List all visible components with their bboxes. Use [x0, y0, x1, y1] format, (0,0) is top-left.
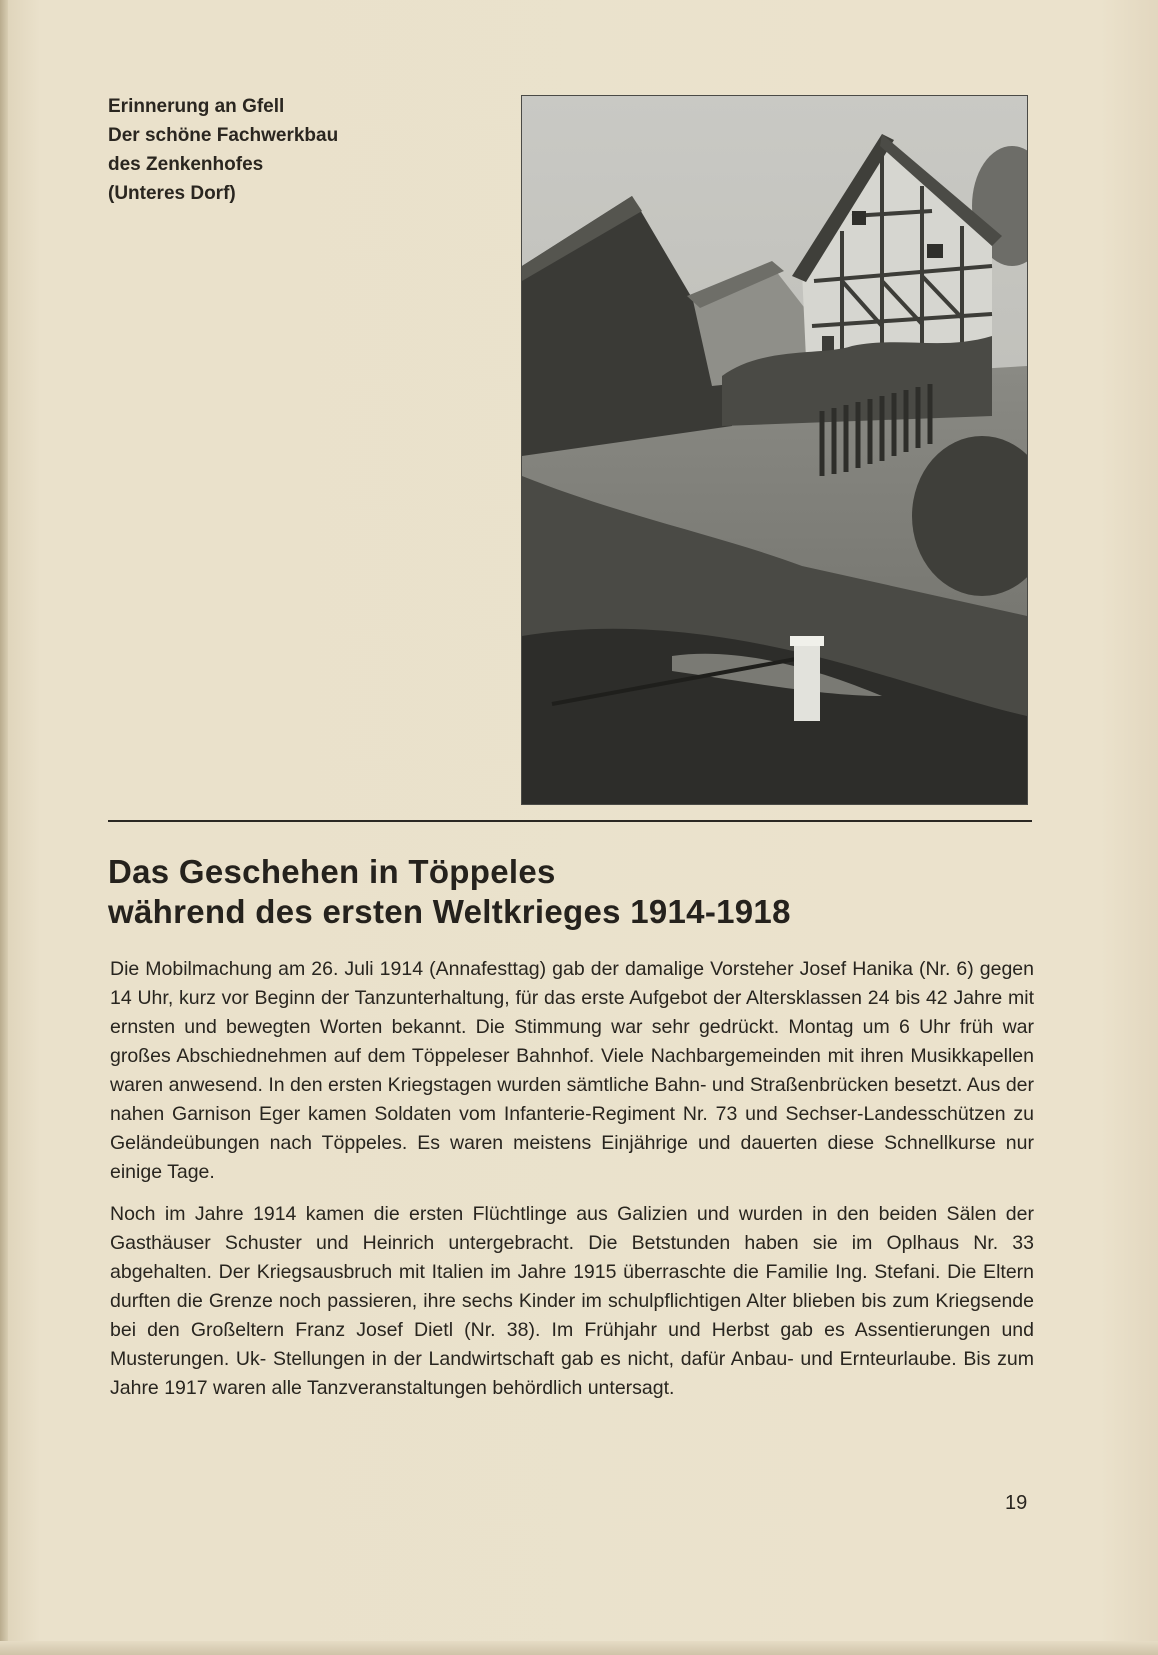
- caption-line-2: Der schöne Fachwerkbau: [108, 125, 339, 146]
- farmhouse-photo: [522, 96, 1027, 804]
- caption-line-3: des Zenkenhofes: [108, 154, 264, 175]
- article-title-line-1: Das Geschehen in Töppeles: [108, 853, 556, 890]
- article-body: [110, 955, 1034, 1416]
- photo-caption: [108, 92, 408, 208]
- photo-of-half-timbered-farmhouse-icon: [522, 96, 1027, 804]
- page-bottom-edge: [0, 1641, 1158, 1655]
- page-number: 19: [1005, 1492, 1028, 1514]
- caption-line-4: (Unteres Dorf): [108, 183, 236, 204]
- page-spine: [0, 0, 8, 1655]
- article-title-line-2: während des ersten Weltkrieges 1914-1918: [108, 893, 791, 930]
- article-paragraph-1: Die Mobilmachung am 26. Juli 1914 (Annafesttag) gab der damalige Vorsteher Josef Hanika (Nr. 6) gegen 14 Uhr, kurz vor Beginn der Tanzunterhaltung, für das erste Aufgebot der Altersklassen 24 bis 42 Jahre mit ernsten und bewegten Worten bekannt. Die Stimmung war sehr gedrückt. Montag um 6 Uhr früh war großes Abschiednehmen auf dem Töppeleser Bahnhof. Viele Nachbargemeinden mit ihren Musikkapellen waren anwesend. In den ersten Kriegstagen wurden sämtliche Bahn- und Straßenbrücken besetzt. Aus der nahen Garnison Eger kamen Soldaten vom Infanterie-Regiment Nr. 73 und Sechser-Landesschützen zu Geländeübungen nach Töppeles. Es waren meistens Einjährige und dauerten diese Schnellkurse nur einige Tage.: [110, 958, 1034, 1183]
- article-paragraph-2: Noch im Jahre 1914 kamen die ersten Flüchtlinge aus Galizien und wurden in den beiden Sälen der Gasthäuser Schuster und Heinrich untergebracht. Die Betstunden haben sie im Oplhaus Nr. 33 abgehalten. Der Kriegsausbruch mit Italien im Jahre 1915 überraschte die Familie Ing. Stefani. Die Eltern durften die Grenze noch passieren, ihre sechs Kinder im schulpflichtigen Alter blieben bis zum Kriegsende bei den Großeltern Franz Josef Dietl (Nr. 38). Im Frühjahr und Herbst gab es Assentierungen und Musterungen. Uk- Stellungen in der Landwirtschaft gab es nicht, dafür Anbau- und Ernteurlaube. Bis zum Jahre 1917 waren alle Tanzveranstaltungen behördlich untersagt.: [110, 1203, 1034, 1399]
- caption-line-1: Erinnerung an Gfell: [108, 96, 285, 117]
- article-title: [108, 852, 1032, 932]
- section-divider: [108, 820, 1032, 822]
